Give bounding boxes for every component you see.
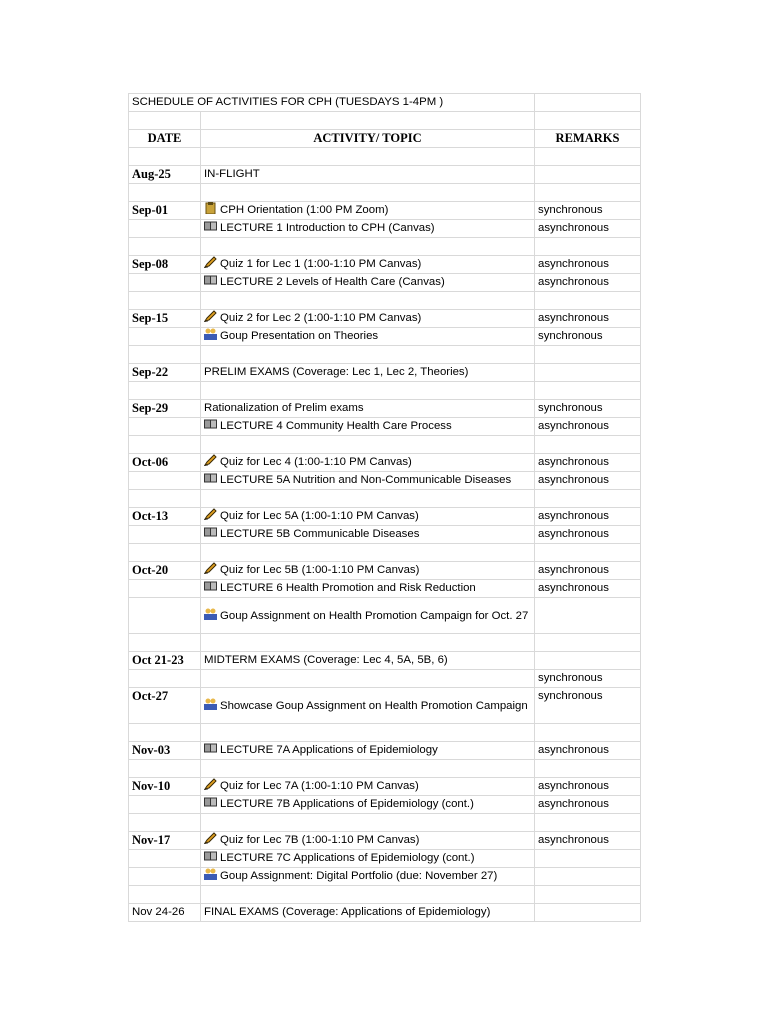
date-cell (129, 328, 201, 346)
activity-text: MIDTERM EXAMS (Coverage: Lec 4, 5A, 5B, 6) (204, 654, 448, 666)
activity-cell (201, 166, 535, 184)
table-row (129, 526, 641, 544)
table-row (129, 652, 641, 670)
activity-cell (201, 598, 535, 634)
remarks-cell: synchronous (535, 400, 641, 418)
date-cell: Oct 21-23 (129, 652, 201, 670)
date-cell (129, 796, 201, 814)
activity-cell (201, 274, 535, 292)
activity-header: ACTIVITY/ TOPIC (201, 130, 535, 148)
activity-text: PRELIM EXAMS (Coverage: Lec 1, Lec 2, Theories) (204, 366, 469, 378)
date-cell: Aug-25 (129, 166, 201, 184)
table-row (129, 688, 641, 724)
date-cell: Sep-08 (129, 256, 201, 274)
activity-text: LECTURE 7A Applications of Epidemiology (220, 744, 438, 756)
date-cell (129, 670, 201, 688)
pencil-icon (204, 562, 217, 574)
activity-cell (201, 580, 535, 598)
activity-cell (201, 688, 535, 724)
date-cell (129, 526, 201, 544)
books-icon (204, 796, 217, 808)
activity-text: LECTURE 7C Applications of Epidemiology (cont.) (220, 852, 475, 864)
remarks-cell (535, 364, 641, 382)
remarks-cell: asynchronous (535, 562, 641, 580)
activity-text: Quiz for Lec 5A (1:00-1:10 PM Canvas) (220, 510, 419, 522)
remarks-cell (535, 166, 641, 184)
remarks-cell: asynchronous (535, 418, 641, 436)
activity-text: LECTURE 1 Introduction to CPH (Canvas) (220, 222, 435, 234)
books-icon (204, 850, 217, 862)
activity-cell (201, 256, 535, 274)
remarks-cell: asynchronous (535, 508, 641, 526)
table-row (129, 472, 641, 490)
books-icon (204, 220, 217, 232)
table-row (129, 310, 641, 328)
group-icon (204, 608, 217, 620)
remarks-cell (535, 850, 641, 868)
title-row (129, 94, 641, 112)
books-icon (204, 472, 217, 484)
remarks-cell: synchronous (535, 202, 641, 220)
remarks-cell: asynchronous (535, 778, 641, 796)
date-cell: Sep-22 (129, 364, 201, 382)
spacer-row (129, 436, 641, 454)
remarks-cell: synchronous (535, 670, 641, 688)
table-row (129, 166, 641, 184)
table-row (129, 400, 641, 418)
activity-text: IN-FLIGHT (204, 168, 260, 180)
date-cell: Oct-27 (129, 688, 201, 724)
remarks-cell: asynchronous (535, 454, 641, 472)
pencil-icon (204, 508, 217, 520)
date-cell: Oct-20 (129, 562, 201, 580)
remarks-cell: asynchronous (535, 580, 641, 598)
activity-cell (201, 328, 535, 346)
table-row (129, 580, 641, 598)
date-cell (129, 850, 201, 868)
table-row (129, 328, 641, 346)
books-icon (204, 580, 217, 592)
books-icon (204, 742, 217, 754)
table-row (129, 508, 641, 526)
pencil-icon (204, 832, 217, 844)
activity-cell (201, 796, 535, 814)
clipboard-icon (204, 202, 217, 214)
schedule-title: SCHEDULE OF ACTIVITIES FOR CPH (TUESDAYS 1-4PM ) (129, 94, 535, 112)
table-row (129, 274, 641, 292)
table-row (129, 868, 641, 886)
date-cell (129, 418, 201, 436)
activity-text: Quiz 2 for Lec 2 (1:00-1:10 PM Canvas) (220, 312, 422, 324)
date-header: DATE (129, 130, 201, 148)
activity-text: Quiz for Lec 7A (1:00-1:10 PM Canvas) (220, 780, 419, 792)
activity-text: LECTURE 7B Applications of Epidemiology (cont.) (220, 798, 474, 810)
activity-cell (201, 832, 535, 850)
remarks-cell: asynchronous (535, 742, 641, 760)
remarks-cell: asynchronous (535, 526, 641, 544)
books-icon (204, 418, 217, 430)
activity-cell (201, 742, 535, 760)
activity-cell (201, 454, 535, 472)
activity-text: LECTURE 2 Levels of Health Care (Canvas) (220, 276, 445, 288)
table-row (129, 562, 641, 580)
date-cell: Oct-06 (129, 454, 201, 472)
remarks-cell (535, 598, 641, 634)
remarks-cell: synchronous (535, 688, 641, 724)
date-cell (129, 274, 201, 292)
date-cell: Sep-15 (129, 310, 201, 328)
date-cell (129, 868, 201, 886)
date-cell (129, 472, 201, 490)
activity-cell (201, 310, 535, 328)
date-cell (129, 598, 201, 634)
table-row (129, 220, 641, 238)
spacer-row (129, 382, 641, 400)
spacer-row (129, 112, 641, 130)
empty-cell (535, 94, 641, 112)
schedule-table (128, 93, 641, 922)
spacer-row (129, 490, 641, 508)
spacer-row (129, 238, 641, 256)
activity-cell (201, 652, 535, 670)
activity-text: FINAL EXAMS (Coverage: Applications of Epidemiology) (204, 906, 491, 918)
activity-cell (201, 868, 535, 886)
table-row (129, 832, 641, 850)
activity-cell (201, 202, 535, 220)
activity-text: Quiz for Lec 4 (1:00-1:10 PM Canvas) (220, 456, 412, 468)
table-row (129, 598, 641, 634)
activity-text: Quiz 1 for Lec 1 (1:00-1:10 PM Canvas) (220, 258, 422, 270)
activity-text: Rationalization of Prelim exams (204, 402, 364, 414)
activity-cell (201, 904, 535, 922)
activity-text: Quiz for Lec 7B (1:00-1:10 PM Canvas) (220, 834, 420, 846)
spacer-row (129, 346, 641, 364)
remarks-cell: asynchronous (535, 472, 641, 490)
date-cell: Oct-13 (129, 508, 201, 526)
spacer-row (129, 292, 641, 310)
activity-cell (201, 508, 535, 526)
table-row (129, 670, 641, 688)
table-row (129, 256, 641, 274)
activity-text: Goup Assignment on Health Promotion Campaign for Oct. 27 (220, 609, 529, 622)
group-icon (204, 868, 217, 880)
activity-cell (201, 670, 535, 688)
activity-text: LECTURE 5A Nutrition and Non-Communicable Diseases (220, 474, 512, 486)
date-cell: Nov 24-26 (129, 904, 201, 922)
date-cell: Nov-17 (129, 832, 201, 850)
table-row (129, 454, 641, 472)
remarks-cell (535, 652, 641, 670)
date-cell: Nov-10 (129, 778, 201, 796)
activity-cell (201, 400, 535, 418)
spacer-row (129, 184, 641, 202)
group-icon (204, 698, 217, 710)
table-row (129, 202, 641, 220)
remarks-header: REMARKS (535, 130, 641, 148)
remarks-cell (535, 904, 641, 922)
books-icon (204, 274, 217, 286)
header-row (129, 130, 641, 148)
activity-text: Goup Assignment: Digital Portfolio (due: November 27) (220, 870, 498, 882)
remarks-cell: asynchronous (535, 256, 641, 274)
spacer-row (129, 148, 641, 166)
activity-cell (201, 562, 535, 580)
activity-cell (201, 778, 535, 796)
remarks-cell: asynchronous (535, 274, 641, 292)
pencil-icon (204, 454, 217, 466)
remarks-cell: asynchronous (535, 310, 641, 328)
spacer-row (129, 886, 641, 904)
activity-text: Goup Presentation on Theories (220, 330, 379, 342)
date-cell (129, 220, 201, 238)
table-row (129, 796, 641, 814)
activity-text: Quiz for Lec 5B (1:00-1:10 PM Canvas) (220, 564, 420, 576)
table-row (129, 850, 641, 868)
table-row (129, 364, 641, 382)
spacer-row (129, 544, 641, 562)
date-cell: Sep-01 (129, 202, 201, 220)
activity-cell (201, 850, 535, 868)
table-row (129, 778, 641, 796)
date-cell: Sep-29 (129, 400, 201, 418)
activity-cell (201, 418, 535, 436)
schedule-sheet (128, 93, 640, 922)
spacer-row (129, 814, 641, 832)
pencil-icon (204, 778, 217, 790)
table-row (129, 418, 641, 436)
activity-cell (201, 526, 535, 544)
pencil-icon (204, 310, 217, 322)
activity-text: Showcase Goup Assignment on Health Promotion Campaign (220, 699, 528, 712)
activity-text: LECTURE 5B Communicable Diseases (220, 528, 420, 540)
activity-text: CPH Orientation (1:00 PM Zoom) (220, 204, 389, 216)
activity-text: LECTURE 6 Health Promotion and Risk Reduction (220, 582, 476, 594)
spacer-row (129, 724, 641, 742)
date-cell: Nov-03 (129, 742, 201, 760)
activity-cell (201, 220, 535, 238)
books-icon (204, 526, 217, 538)
remarks-cell (535, 868, 641, 886)
spacer-row (129, 634, 641, 652)
pencil-icon (204, 256, 217, 268)
date-cell (129, 580, 201, 598)
remarks-cell: asynchronous (535, 832, 641, 850)
activity-cell (201, 472, 535, 490)
group-icon (204, 328, 217, 340)
spacer-row (129, 760, 641, 778)
activity-text: LECTURE 4 Community Health Care Process (220, 420, 452, 432)
table-row (129, 742, 641, 760)
remarks-cell: asynchronous (535, 220, 641, 238)
table-row (129, 904, 641, 922)
activity-cell (201, 364, 535, 382)
remarks-cell: asynchronous (535, 796, 641, 814)
remarks-cell: synchronous (535, 328, 641, 346)
